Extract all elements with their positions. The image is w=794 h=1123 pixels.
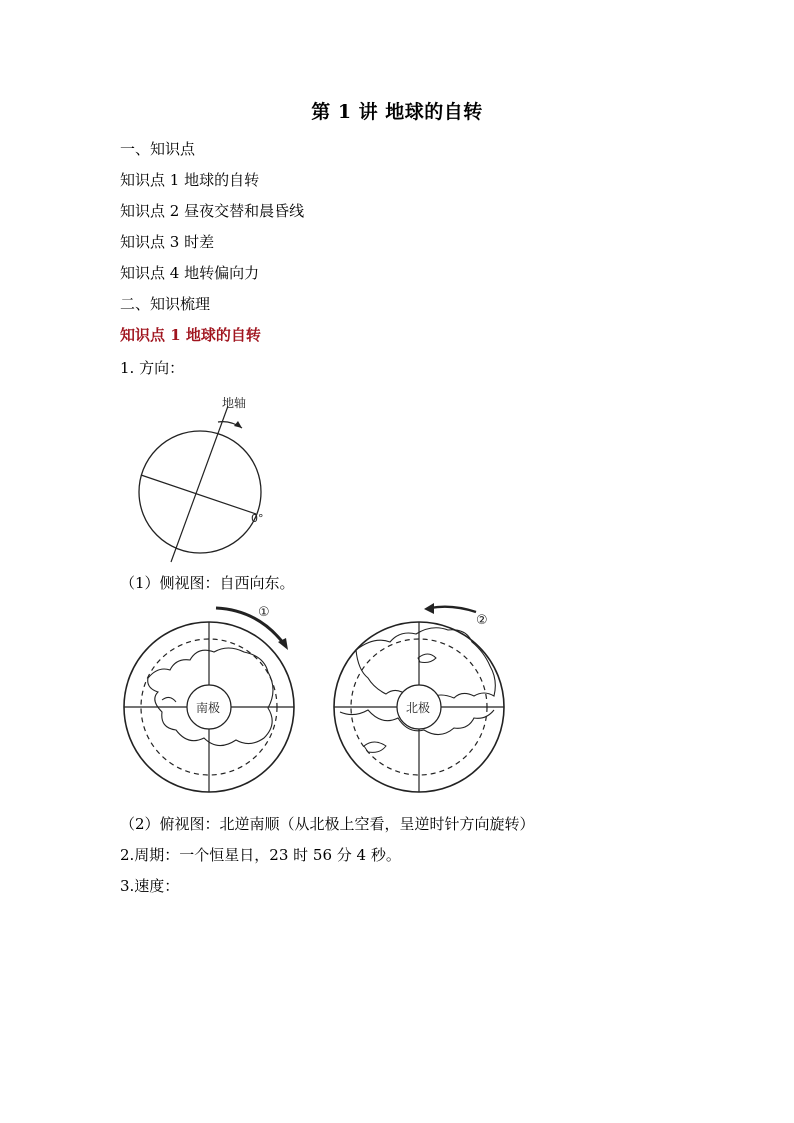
side-view-globe-figure	[130, 390, 280, 565]
south-pole-view	[124, 605, 294, 792]
equator-line	[141, 475, 256, 514]
marker-2: ②	[476, 613, 488, 628]
item-top-view: （2）俯视图：北逆南顺（从北极上空看，呈逆时针方向旋转）	[120, 815, 535, 833]
page-title: 第 1 讲 地球的自转	[311, 101, 483, 123]
globe-outline	[139, 431, 261, 553]
equator-label: 0°	[251, 512, 264, 525]
axis-label: 地轴	[222, 396, 247, 410]
clockwise-arrow-icon	[216, 608, 284, 644]
north-pole-view	[334, 603, 504, 792]
counterclockwise-arrow-icon	[430, 607, 476, 612]
section-heading-knowledge-review: 二、知识梳理	[120, 295, 211, 313]
north-pole-label: 北极	[406, 701, 431, 715]
knowledge-point-2: 知识点 2 昼夜交替和晨昏线	[120, 202, 305, 220]
polar-views-figure	[118, 600, 518, 810]
knowledge-point-4: 知识点 4 地转偏向力	[120, 264, 260, 282]
item-speed: 3.速度：	[120, 877, 180, 895]
item-period: 2.周期：一个恒星日，23 时 56 分 4 秒。	[120, 846, 401, 864]
earth-axis-line	[171, 406, 228, 562]
item-direction: 1. 方向：	[120, 359, 185, 377]
marker-1: ①	[258, 605, 270, 620]
south-pole-label: 南极	[196, 701, 221, 715]
knowledge-point-3: 知识点 3 时差	[120, 233, 215, 251]
subheading-earth-rotation: 知识点 1 地球的自转	[120, 326, 261, 344]
item-side-view: （1）侧视图：自西向东。	[120, 574, 295, 592]
knowledge-point-1: 知识点 1 地球的自转	[120, 171, 260, 189]
section-heading-knowledge-points: 一、知识点	[120, 140, 196, 158]
